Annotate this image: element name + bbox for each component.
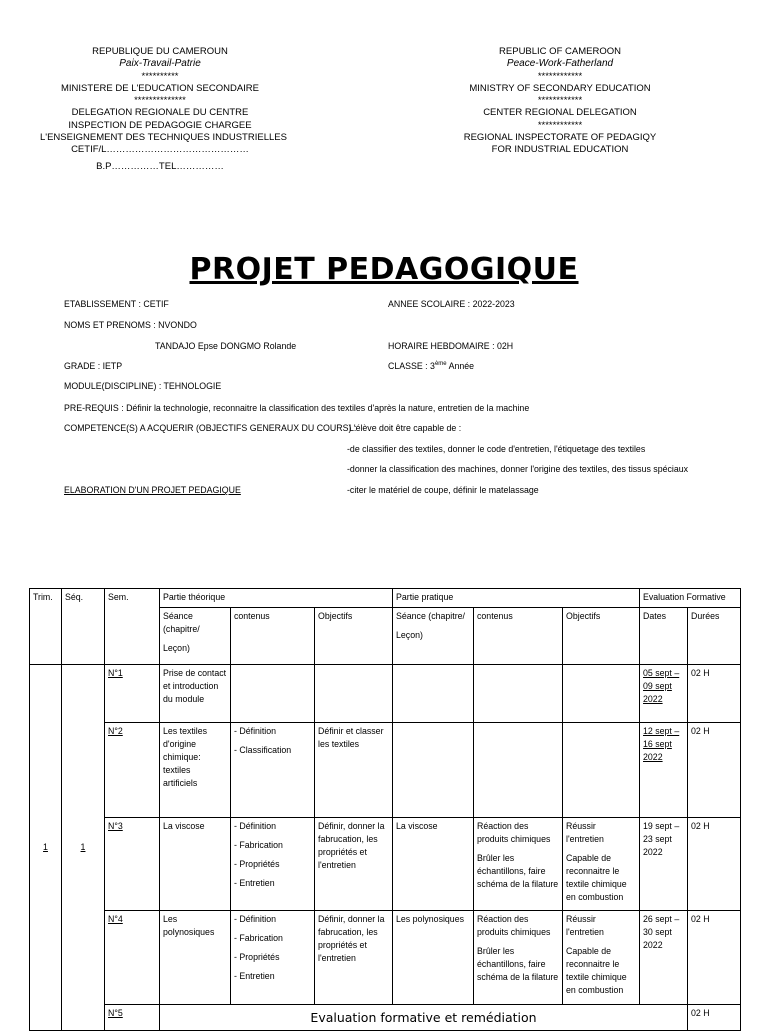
table-row	[30, 1005, 741, 1031]
pratique-objectifs-cell	[563, 911, 640, 1005]
contenu-item: - Propriétés	[234, 859, 280, 869]
pratique-contenus-cell	[474, 911, 563, 1005]
trim-cell	[30, 665, 62, 1031]
table-row	[30, 818, 741, 911]
sem-value: N°4	[108, 914, 123, 924]
header-partie-pratique: Partie pratique	[393, 589, 640, 608]
contenu-item: - Classification	[234, 745, 292, 755]
pratique-contenu-item: Réaction des produits chimiques	[477, 821, 551, 844]
pratique-seance-cell	[393, 723, 474, 818]
trim-value: 1	[43, 842, 48, 852]
table-row	[30, 665, 741, 723]
header-sem: Sem.	[105, 589, 160, 665]
contenus-cell	[231, 723, 315, 818]
pratique-seance-cell: La viscose	[393, 818, 474, 911]
projet-table	[29, 588, 741, 1031]
sem-cell	[105, 723, 160, 818]
pratique-objectif-item: Réussir l'entretien	[566, 914, 604, 937]
subheader-objectifs-pratique: Objectifs	[563, 608, 640, 665]
duree-cell: 02 H	[688, 723, 741, 818]
subheader-contenus-pratique: contenus	[474, 608, 563, 665]
contenus-cell	[231, 911, 315, 1005]
header-left-line: B.P……………TEL……………	[96, 160, 224, 172]
date-value: 12 sept – 16 sept 2022	[643, 726, 680, 762]
pratique-contenu-item: Brûler les échantillons, faire schéma de la filature	[477, 853, 559, 889]
pratique-contenus-cell	[474, 818, 563, 911]
table-row	[30, 911, 741, 1005]
header-right-line: REGIONAL INSPECTORATE OF PEDAGIQY	[463, 132, 657, 144]
header-left-line: MINISTERE DE L'EDUCATION SECONDAIRE	[61, 82, 259, 94]
header-left-line: INSPECTION DE PEDAGOGIE CHARGEE	[68, 119, 252, 131]
classe-text: CLASSE : 3	[388, 361, 435, 371]
classe	[388, 361, 474, 371]
contenus-cell	[231, 818, 315, 911]
contenu-item: - Définition	[234, 821, 277, 831]
subheader-contenus: contenus	[231, 608, 315, 665]
header-right-line: REPUBLIC OF CAMEROON	[499, 46, 621, 57]
header-left	[40, 46, 287, 173]
pratique-objectifs-cell	[563, 665, 640, 723]
header-left-line: REPUBLIQUE DU CAMEROUN	[92, 46, 228, 57]
header-trim: Trim.	[30, 589, 62, 665]
header-right-motto: Peace-Work-Fatherland	[506, 58, 614, 70]
header-right-line: ************	[537, 70, 583, 82]
duree-cell: 02 H	[688, 665, 741, 723]
pratique-seance-cell: Les polynosiques	[393, 911, 474, 1005]
sem-cell	[105, 818, 160, 911]
sem-value: N°1	[108, 668, 123, 678]
header-right-line: CENTER REGIONAL DELEGATION	[483, 107, 637, 119]
contenu-item: - Définition	[234, 726, 277, 736]
subheader-seance-text: Séance (chapitre/	[396, 611, 465, 621]
subheader-seance-text: Séance (chapitre/	[163, 611, 200, 634]
contenu-item: - Définition	[234, 914, 277, 924]
date-value: 05 sept – 09 sept 2022	[643, 668, 680, 704]
date-cell	[640, 723, 688, 818]
date-cell	[640, 665, 688, 723]
grade: GRADE : IETP	[64, 361, 123, 371]
seance-cell: Les polynosiques	[160, 911, 231, 1005]
header-right-line: ************	[537, 119, 583, 131]
contenu-item: - Fabrication	[234, 840, 283, 850]
header-left-motto: Paix-Travail-Patrie	[119, 58, 201, 70]
pratique-contenus-cell	[474, 665, 563, 723]
competences: COMPETENCE(S) A ACQUERIR (OBJECTIFS GENERAUX DU COURS) :	[64, 423, 357, 433]
objectif-1: -de classifier des textiles, donner le code d'entretien, l'étiquetage des textiles	[347, 444, 646, 454]
objectif-2: -donner la classification des machines, donner l'origine des textiles, des tissus spéciaux	[347, 464, 689, 474]
pre-requis: PRE-REQUIS : Définir la technologie, reconnaitre la classification des textiles d'après la nature, entretien de la machine	[64, 403, 530, 413]
objectifs-cell: Définir et classer les textiles	[315, 723, 393, 818]
duree-cell: 02 H	[688, 818, 741, 911]
contenu-item: - Entretien	[234, 878, 275, 888]
contenu-item: - Propriétés	[234, 952, 280, 962]
subheader-durees: Durées	[688, 608, 741, 665]
eleve-capable: L'élève doit être capable de :	[349, 423, 462, 433]
evaluation-remediation: Evaluation formative et remédiation	[160, 1005, 688, 1031]
pratique-contenu-item: Réaction des produits chimiques	[477, 914, 551, 937]
subheader-objectifs: Objectifs	[315, 608, 393, 665]
seq-cell	[62, 665, 105, 1031]
page-title: PROJET PEDAGOGIQUE	[189, 252, 579, 287]
pratique-seance-cell	[393, 665, 474, 723]
noms-prenoms: NOMS ET PRENOMS : NVONDO	[64, 320, 197, 330]
objectifs-cell	[315, 665, 393, 723]
annee-scolaire: ANNEE SCOLAIRE : 2022-2023	[388, 299, 515, 309]
header-left-line: DELEGATION REGIONALE DU CENTRE	[71, 107, 249, 119]
classe-annee: Année	[446, 361, 475, 371]
duree-cell: 02 H	[688, 911, 741, 1005]
header-left-line: **********	[141, 70, 179, 82]
header-left-line: L'ENSEIGNEMENT DES TECHNIQUES INDUSTRIELLES	[40, 132, 287, 144]
pratique-objectif-item: Capable de reconnaitre le textile chimique en combustion	[566, 946, 627, 995]
objectifs-cell: Définir, donner la fabrucation, les propriétés et l'entretien	[315, 818, 393, 911]
etablissement: ETABLISSEMENT : CETIF	[64, 299, 169, 309]
subheader-lecon-text: Leçon)	[163, 643, 190, 653]
subheader-dates: Dates	[640, 608, 688, 665]
contenus-cell	[231, 665, 315, 723]
pratique-objectifs-cell	[563, 818, 640, 911]
subheader-seance	[160, 608, 231, 665]
seq-value: 1	[80, 842, 86, 852]
pratique-contenu-item: Brûler les échantillons, faire schéma de la filature	[477, 946, 559, 982]
classe-sup: ème	[434, 361, 447, 368]
sem-value: N°2	[108, 726, 123, 736]
header-left-line: CETIF/L………………………………………	[71, 144, 249, 156]
objectif-3: -citer le matériel de coupe, définir le matelassage	[347, 485, 539, 495]
table-row	[30, 723, 741, 818]
sem-cell	[105, 1005, 160, 1031]
pratique-contenus-cell	[474, 723, 563, 818]
header-right-line: MINISTRY OF SECONDARY EDUCATION	[469, 82, 651, 94]
pratique-objectif-item: Capable de reconnaitre le textile chimique en combustion	[566, 853, 627, 902]
subheader-lecon-text: Leçon)	[396, 630, 423, 640]
sem-value: N°5	[108, 1008, 123, 1018]
contenu-item: - Entretien	[234, 971, 275, 981]
header-right-line: ************	[537, 95, 583, 107]
header-partie-theorique: Partie théorique	[160, 589, 393, 608]
duree-cell: 02 H	[688, 1005, 741, 1031]
contenu-item: - Fabrication	[234, 933, 283, 943]
date-cell: 19 sept – 23 sept 2022	[640, 818, 688, 911]
seance-cell: La viscose	[160, 818, 231, 911]
header-seq: Séq.	[62, 589, 105, 665]
subheader-seance-pratique	[393, 608, 474, 665]
sem-value: N°3	[108, 821, 123, 831]
sem-cell	[105, 911, 160, 1005]
header-right	[440, 46, 680, 157]
elaboration-link: ELABORATION D'UN PROJET PEDAGIQUE	[64, 485, 241, 495]
horaire: HORAIRE HEBDOMAIRE : 02H	[388, 341, 514, 351]
date-cell: 26 sept – 30 sept 2022	[640, 911, 688, 1005]
objectifs-cell: Définir, donner la fabrucation, les propriétés et l'entretien	[315, 911, 393, 1005]
header-left-line: **************	[134, 95, 186, 107]
seance-cell: Les textiles d'origine chimique: textiles artificiels	[160, 723, 231, 818]
pratique-objectif-item: Réussir l'entretien	[566, 821, 604, 844]
sem-cell	[105, 665, 160, 723]
header-evaluation: Evaluation Formative	[640, 589, 741, 608]
seance-cell: Prise de contact et introduction du module	[160, 665, 231, 723]
module: MODULE(DISCIPLINE) : TEHNOLOGIE	[64, 381, 222, 391]
header-right-line: FOR INDUSTRIAL EDUCATION	[491, 144, 629, 156]
pratique-objectifs-cell	[563, 723, 640, 818]
noms-prenoms-suite: TANDAJO Epse DONGMO Rolande	[155, 341, 297, 351]
